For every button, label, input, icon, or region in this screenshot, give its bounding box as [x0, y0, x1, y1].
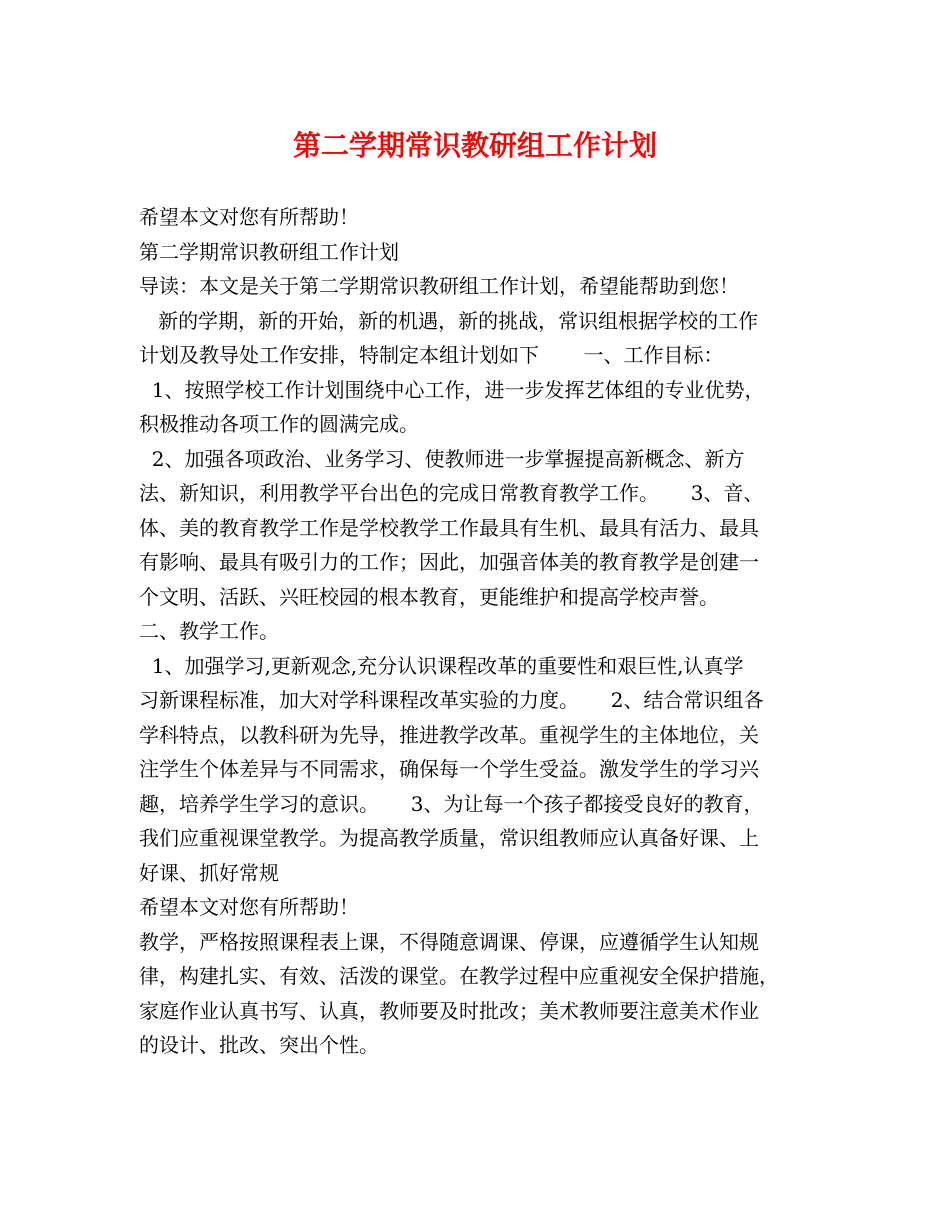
text-line: 我们应重视课堂教学。为提高教学质量，常识组教师应认真备好课、上 — [139, 826, 759, 850]
text-line: 法、新知识，利用教学平台出色的完成日常教育教学工作。 3、音、 — [139, 481, 764, 505]
text-line: 趣，培养学生学习的意识。 3、为让每一个孩子都接受良好的教育， — [139, 791, 764, 816]
document-body — [139, 200, 823, 1063]
text-line: 有影响、最具有吸引力的工作；因此，加强音体美的教育教学是创建一 — [139, 550, 759, 574]
text-line: 体、美的教育教学工作是学校教学工作最具有生机、最具有活力、最具 — [139, 515, 759, 540]
text-line: 1、加强学习,更新观念,充分认识课程改革的重要性和艰巨性,认真学 — [139, 653, 744, 678]
text-line: 导读：本文是关于第二学期常识教研组工作计划，希望能帮助到您！ — [139, 274, 739, 298]
document-title: 第二学期常识教研组工作计划 — [292, 129, 657, 162]
text-line: 律，构建扎实、有效、活泼的课堂。在教学过程中应重视安全保护措施， — [139, 964, 779, 988]
text-line: 第二学期常识教研组工作计划 — [139, 239, 399, 264]
text-line: 希望本文对您有所帮助！ — [139, 205, 359, 229]
text-line: 新的学期，新的开始，新的机遇，新的挑战，常识组根据学校的工作 — [139, 308, 759, 333]
text-line: 计划及教导处工作安排，特制定本组计划如下 一、工作目标： — [139, 343, 724, 367]
text-line: 注学生个体差异与不同需求，确保每一个学生受益。激发学生的学习兴 — [139, 757, 759, 781]
text-line: 好课、抓好常规 — [139, 860, 279, 885]
text-line: 个文明、活跃、兴旺校园的根本教育，更能维护和提高学校声誉。 — [139, 584, 719, 609]
text-line: 积极推动各项工作的圆满完成。 — [139, 412, 419, 436]
text-line: 家庭作业认真书写、认真，教师要及时批改；美术教师要注意美术作业 — [139, 998, 759, 1023]
text-line: 习新课程标准，加大对学科课程改革实验的力度。 2、结合常识组各 — [139, 688, 764, 712]
text-line: 2、加强各项政治、业务学习、使教师进一步掌握提高新概念、新方 — [139, 446, 745, 471]
text-line: 1、按照学校工作计划围绕中心工作，进一步发挥艺体组的专业优势， — [139, 377, 765, 402]
text-line: 学科特点，以教科研为先导，推进教学改革。重视学生的主体地位，关 — [139, 722, 759, 747]
text-line: 教学，严格按照课程表上课，不得随意调课、停课，应遵循学生认知规 — [139, 929, 759, 954]
text-line: 希望本文对您有所帮助！ — [139, 895, 359, 919]
text-line: 二、教学工作。 — [139, 619, 279, 643]
text-line: 的设计、批改、突出个性。 — [139, 1033, 379, 1057]
